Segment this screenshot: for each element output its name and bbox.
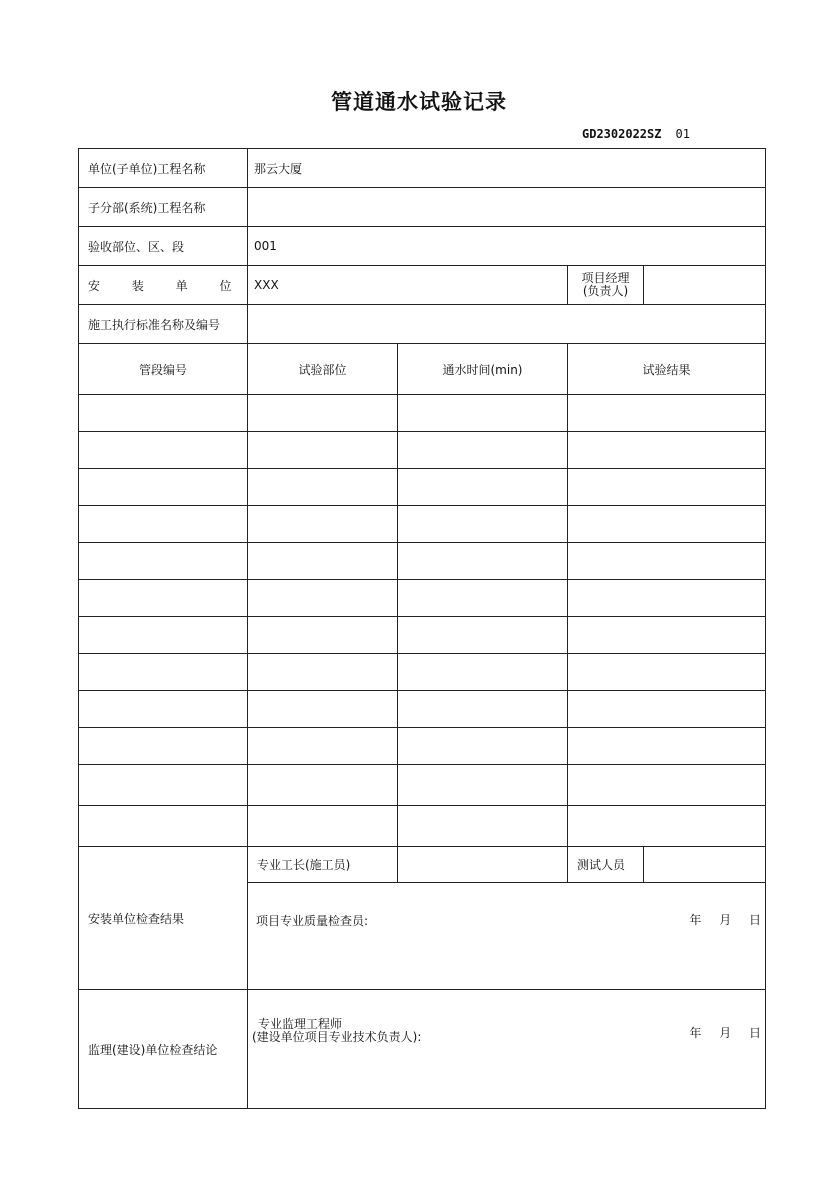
- install-unit-label: 安 装 单 位: [79, 266, 248, 305]
- test-part-cell[interactable]: [248, 765, 398, 806]
- test-result-cell[interactable]: [568, 806, 766, 847]
- test-result-cell[interactable]: [568, 728, 766, 765]
- flow-time-cell[interactable]: [398, 469, 568, 506]
- page-title: 管道通水试验记录: [331, 89, 507, 114]
- flow-time-cell[interactable]: [398, 395, 568, 432]
- test-result-cell[interactable]: [568, 691, 766, 728]
- sub-division-value[interactable]: [248, 188, 766, 227]
- project-manager-label: [568, 266, 644, 305]
- acceptance-part-label: 验收部位、区、段: [79, 227, 248, 266]
- standard-value[interactable]: [248, 305, 766, 344]
- test-result-cell[interactable]: [568, 580, 766, 617]
- column-header-flow-time: 通水时间(min): [398, 344, 568, 395]
- standard-label: 施工执行标准名称及编号: [79, 305, 248, 344]
- test-part-cell[interactable]: [248, 543, 398, 580]
- test-part-cell[interactable]: [248, 654, 398, 691]
- test-part-cell[interactable]: [248, 580, 398, 617]
- table-row: [79, 728, 766, 765]
- test-part-cell[interactable]: [248, 395, 398, 432]
- foreman-label: 专业工长(施工员): [248, 847, 398, 883]
- flow-time-cell[interactable]: [398, 617, 568, 654]
- segment-no-cell[interactable]: [79, 432, 248, 469]
- test-part-cell[interactable]: [248, 506, 398, 543]
- tester-label: 测试人员: [568, 847, 644, 883]
- test-result-cell[interactable]: [568, 395, 766, 432]
- test-result-cell[interactable]: [568, 617, 766, 654]
- record-code: [582, 127, 690, 141]
- test-result-cell[interactable]: [568, 432, 766, 469]
- test-result-cell[interactable]: [568, 469, 766, 506]
- segment-no-cell[interactable]: [79, 543, 248, 580]
- table-row: [79, 469, 766, 506]
- supervision-label: 监理(建设)单位检查结论: [79, 990, 248, 1109]
- record-code-number: GD2302022SZ: [582, 127, 662, 141]
- segment-no-cell[interactable]: [79, 617, 248, 654]
- flow-time-cell[interactable]: [398, 432, 568, 469]
- table-row: [79, 617, 766, 654]
- supervision-signature-area[interactable]: [248, 990, 766, 1109]
- foreman-value[interactable]: [398, 847, 568, 883]
- table-row: [79, 580, 766, 617]
- test-result-cell[interactable]: [568, 543, 766, 580]
- table-row: [79, 543, 766, 580]
- segment-no-cell[interactable]: [79, 580, 248, 617]
- test-rows: [79, 395, 766, 847]
- test-part-cell[interactable]: [248, 432, 398, 469]
- column-header-segment-no: 管段编号: [79, 344, 248, 395]
- project-manager-label-line1: 项目经理: [581, 271, 630, 285]
- unit-project-value[interactable]: 那云大厦: [248, 149, 766, 188]
- test-part-cell[interactable]: [248, 617, 398, 654]
- acceptance-part-value[interactable]: 001: [248, 227, 766, 266]
- column-header-test-part: 试验部位: [248, 344, 398, 395]
- supervising-engineer-label: [252, 1018, 421, 1044]
- flow-time-cell[interactable]: [398, 728, 568, 765]
- table-row: [79, 691, 766, 728]
- test-result-cell[interactable]: [568, 654, 766, 691]
- install-check-date: 年 月 日: [689, 913, 762, 927]
- segment-no-cell[interactable]: [79, 806, 248, 847]
- supervision-date: 年 月 日: [689, 1026, 762, 1040]
- table-row: [79, 432, 766, 469]
- segment-no-cell[interactable]: [79, 469, 248, 506]
- table-row: [79, 765, 766, 806]
- test-part-cell[interactable]: [248, 728, 398, 765]
- flow-time-cell[interactable]: [398, 506, 568, 543]
- flow-time-cell[interactable]: [398, 580, 568, 617]
- install-check-signature-area[interactable]: [248, 883, 766, 990]
- flow-time-cell[interactable]: [398, 654, 568, 691]
- column-header-test-result: 试验结果: [568, 344, 766, 395]
- test-part-cell[interactable]: [248, 806, 398, 847]
- quality-inspector-label: 项目专业质量检查员:: [256, 914, 369, 928]
- table-row: [79, 806, 766, 847]
- unit-project-label: 单位(子单位)工程名称: [79, 149, 248, 188]
- flow-time-cell[interactable]: [398, 765, 568, 806]
- sub-division-label: 子分部(系统)工程名称: [79, 188, 248, 227]
- record-code-suffix: 01: [675, 127, 690, 141]
- test-part-cell[interactable]: [248, 691, 398, 728]
- table-row: [79, 654, 766, 691]
- test-result-cell[interactable]: [568, 765, 766, 806]
- table-row: [79, 395, 766, 432]
- install-unit-value[interactable]: XXX: [248, 266, 568, 305]
- segment-no-cell[interactable]: [79, 395, 248, 432]
- flow-time-cell[interactable]: [398, 691, 568, 728]
- install-check-label: 安装单位检查结果: [79, 847, 248, 990]
- project-manager-value[interactable]: [644, 266, 766, 305]
- tester-value[interactable]: [644, 847, 766, 883]
- test-record-table: [78, 148, 766, 1109]
- supervising-engineer-line2: (建设单位项目专业技术负责人):: [252, 1030, 422, 1044]
- supervising-engineer-line1: 专业监理工程师: [258, 1017, 343, 1031]
- segment-no-cell[interactable]: [79, 728, 248, 765]
- segment-no-cell[interactable]: [79, 506, 248, 543]
- flow-time-cell[interactable]: [398, 543, 568, 580]
- project-manager-label-line2: (负责人): [582, 284, 629, 298]
- segment-no-cell[interactable]: [79, 765, 248, 806]
- table-row: [79, 506, 766, 543]
- segment-no-cell[interactable]: [79, 691, 248, 728]
- test-result-cell[interactable]: [568, 506, 766, 543]
- test-part-cell[interactable]: [248, 469, 398, 506]
- flow-time-cell[interactable]: [398, 806, 568, 847]
- segment-no-cell[interactable]: [79, 654, 248, 691]
